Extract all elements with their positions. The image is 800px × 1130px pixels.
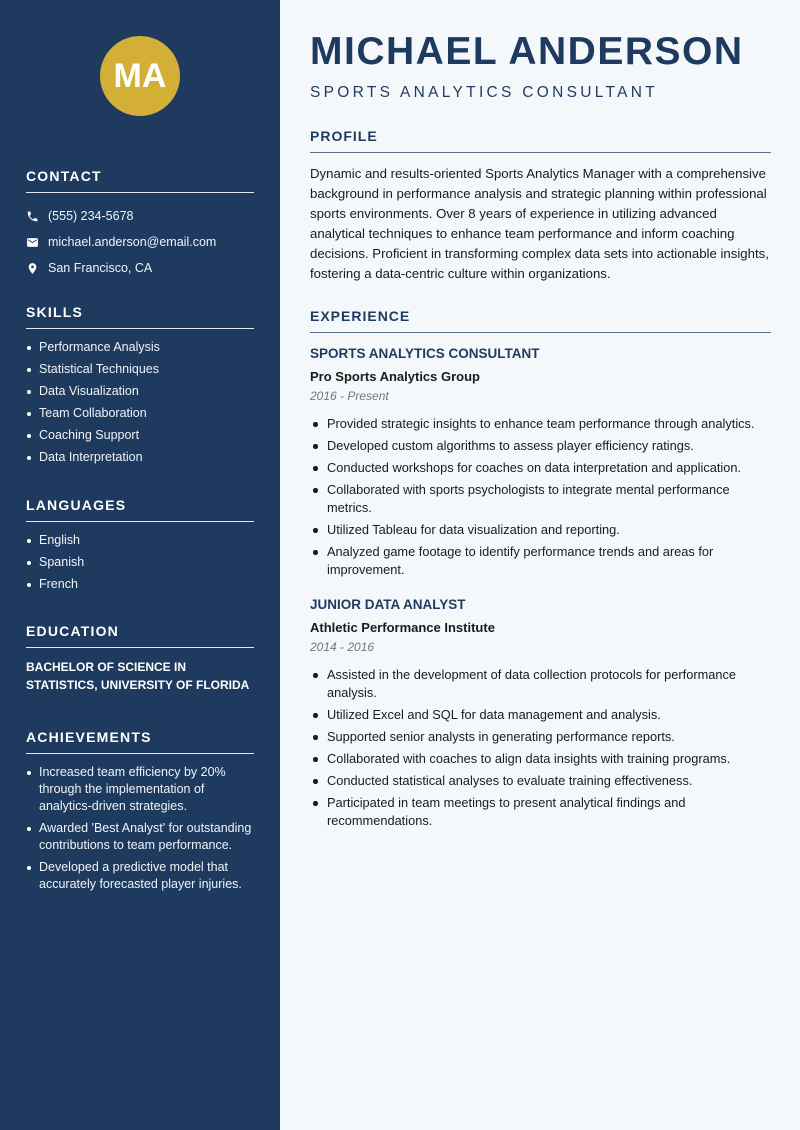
job-bullet: Collaborated with coaches to align data insights with training programs. bbox=[310, 750, 771, 768]
job-bullet: Participated in team meetings to present analytical findings and recommendations. bbox=[310, 794, 771, 830]
skill-item: Coaching Support bbox=[26, 427, 254, 444]
job-entry-dates: 2016 - Present bbox=[310, 389, 389, 403]
skills-heading: SKILLS bbox=[26, 304, 254, 329]
skill-item: Statistical Techniques bbox=[26, 361, 254, 378]
job-entry-title: SPORTS ANALYTICS CONSULTANT bbox=[310, 346, 540, 361]
skills-list bbox=[26, 339, 254, 466]
achievements-heading: ACHIEVEMENTS bbox=[26, 729, 254, 754]
job-bullets bbox=[310, 666, 771, 830]
languages-heading: LANGUAGES bbox=[26, 497, 254, 522]
achievements-list bbox=[26, 764, 254, 893]
job-entry-title: JUNIOR DATA ANALYST bbox=[310, 597, 466, 612]
job-bullet: Utilized Excel and SQL for data management and analysis. bbox=[310, 706, 771, 724]
job-entry-dates: 2014 - 2016 bbox=[310, 640, 375, 654]
skill-item: Performance Analysis bbox=[26, 339, 254, 356]
sidebar bbox=[0, 0, 280, 1130]
skill-item: Team Collaboration bbox=[26, 405, 254, 422]
job-bullets bbox=[310, 415, 771, 579]
experience-heading: EXPERIENCE bbox=[310, 308, 771, 333]
contact-email: michael.anderson@email.com bbox=[26, 229, 254, 255]
contact-phone: (555) 234-5678 bbox=[26, 203, 254, 229]
job-bullet: Supported senior analysts in generating performance reports. bbox=[310, 728, 771, 746]
language-item: Spanish bbox=[26, 554, 254, 571]
job-bullet: Utilized Tableau for data visualization and reporting. bbox=[310, 521, 771, 539]
achievement-item: Developed a predictive model that accurately forecasted player injuries. bbox=[26, 859, 254, 893]
education-section bbox=[26, 623, 254, 694]
full-name: MICHAEL ANDERSON bbox=[310, 30, 744, 73]
job-title: SPORTS ANALYTICS CONSULTANT bbox=[310, 84, 659, 101]
skill-item: Data Visualization bbox=[26, 383, 254, 400]
job-bullet: Collaborated with sports psychologists to integrate mental performance metrics. bbox=[310, 481, 771, 517]
contact-section bbox=[26, 168, 254, 281]
job-bullet: Conducted statistical analyses to evaluate training effectiveness. bbox=[310, 772, 771, 790]
job-bullet: Developed custom algorithms to assess player efficiency ratings. bbox=[310, 437, 771, 455]
languages-section bbox=[26, 497, 254, 598]
achievement-item: Awarded 'Best Analyst' for outstanding contributions to team performance. bbox=[26, 820, 254, 854]
skills-section bbox=[26, 304, 254, 471]
profile-text: Dynamic and results-oriented Sports Analytics Manager with a comprehensive background in performance analysis and strategic planning within professional sports environments. Over 8 years of experience in utilizing advanced analytical techniques to enhance team performance and inform coaching decisions. Proficient in transforming complex data sets into actionable insights, fostering a data-centric culture within organizations. bbox=[310, 166, 769, 281]
profile-heading: PROFILE bbox=[310, 128, 771, 153]
avatar: MA bbox=[100, 36, 180, 116]
skill-item: Data Interpretation bbox=[26, 449, 254, 466]
job-entry-company: Athletic Performance Institute bbox=[310, 620, 495, 635]
job-entry bbox=[310, 346, 771, 583]
location-pin-icon bbox=[26, 262, 39, 275]
job-bullet: Assisted in the development of data collection protocols for performance analysis. bbox=[310, 666, 771, 702]
job-entry bbox=[310, 597, 771, 834]
education-degree: BACHELOR OF SCIENCE IN STATISTICS, UNIVERSITY OF FLORIDA bbox=[26, 660, 250, 692]
email-icon bbox=[26, 236, 39, 249]
job-bullet: Provided strategic insights to enhance team performance through analytics. bbox=[310, 415, 771, 433]
achievement-item: Increased team efficiency by 20% through the implementation of analytics-driven strategies. bbox=[26, 764, 254, 815]
job-bullet: Conducted workshops for coaches on data interpretation and application. bbox=[310, 459, 771, 477]
languages-list bbox=[26, 532, 254, 593]
contact-heading: CONTACT bbox=[26, 168, 254, 193]
language-item: English bbox=[26, 532, 254, 549]
phone-icon bbox=[26, 210, 39, 223]
contact-location: San Francisco, CA bbox=[26, 255, 254, 281]
language-item: French bbox=[26, 576, 254, 593]
job-entry-company: Pro Sports Analytics Group bbox=[310, 369, 480, 384]
achievements-section bbox=[26, 729, 254, 898]
job-bullet: Analyzed game footage to identify performance trends and areas for improvement. bbox=[310, 543, 771, 579]
education-heading: EDUCATION bbox=[26, 623, 254, 648]
